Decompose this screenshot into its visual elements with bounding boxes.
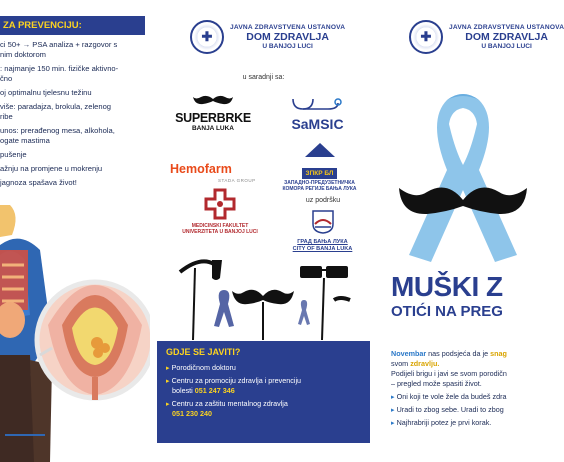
org-line-3: U BANJOJ LUCI: [262, 43, 313, 50]
prevention-list: [0, 40, 148, 192]
list-item: više: paradajza, brokula, zelenog: [0, 102, 112, 111]
list-item: čno: [0, 74, 13, 83]
list-item: nim doktorom: [0, 50, 47, 59]
medical-faculty-logo: [170, 190, 270, 235]
contact-item-mental-health: [166, 399, 361, 419]
list-item: oj optimalnu tjelesnu težinu: [0, 88, 92, 97]
arrow-icon: ▸: [166, 363, 170, 372]
bullet-item: [391, 418, 541, 428]
health-word: zdravlju.: [410, 359, 440, 368]
arrow-icon: ▸: [391, 418, 395, 427]
stethoscope-icon: [288, 97, 348, 111]
where-to-apply-title: GDJE SE JAVITI?: [166, 347, 241, 357]
headline-subtitle: OTIĆI NA PREG: [391, 303, 503, 320]
samsic-logo: [270, 97, 365, 132]
arrow-icon: ▸: [166, 376, 170, 385]
contact-label-cont: bolesti: [172, 386, 193, 395]
contact-item-health-promotion: [166, 376, 361, 396]
november-word: Novembar: [391, 349, 427, 358]
city-line-2: CITY OF BANJA LUKA: [292, 246, 353, 252]
bullet-text: Oni koji te vole žele da budeš zdra: [396, 392, 507, 401]
city-line-1: ГРАД БАЊА ЛУКА: [297, 239, 348, 245]
institution-seal-icon: ✚: [409, 20, 443, 54]
intro-line-1: [391, 349, 541, 359]
middle-panel: [150, 0, 377, 462]
intro-line-4: – pregled može spasiti život.: [391, 379, 482, 388]
hemofarm-name: Hemofarm: [170, 162, 232, 176]
contact-label: Centru za promociju zdravlja i prevenciju: [171, 376, 302, 385]
where-to-apply-box: [157, 341, 370, 443]
dom-zdravlja-logo: [409, 20, 564, 54]
intro-line-2: [391, 359, 541, 369]
contact-label: Centru za zaštitu mentalnog zdravlja: [171, 399, 288, 408]
komora-line-2: КОМОРА РЕГИЈЕ БАЊА ЛУКА: [282, 186, 357, 192]
contact-phone[interactable]: 051 230 240: [172, 409, 212, 418]
city-coat-of-arms-icon: [312, 210, 334, 234]
intro-tail: snag: [490, 349, 507, 358]
prevention-header: ZA PREVENCIJU:: [0, 16, 145, 35]
list-item: : najmanje 150 min. fizičke aktivno-: [0, 64, 119, 73]
left-panel: [0, 0, 150, 462]
komora-logo: [272, 143, 367, 192]
list-item: jagnoza spašava život!: [0, 178, 77, 187]
headline-title: MUŠKI Z: [391, 271, 503, 302]
list-item: unos: prerađenog mesa, alkohola,: [0, 126, 115, 135]
superbrke-name: SUPERBRKE: [175, 111, 251, 125]
city-banja-luka-logo: [280, 210, 365, 253]
komora-line-1: ЗАПАДНО-ПРЕДУЗЕТНИЧКА: [284, 180, 355, 186]
superbrke-logo: [168, 93, 258, 132]
org-line-3: U BANJOJ LUCI: [481, 43, 532, 50]
bullet-item: [391, 392, 541, 402]
contact-item-family-doctor: [166, 363, 361, 373]
arrow-icon: ▸: [166, 399, 170, 408]
arrow-icon: ▸: [391, 405, 395, 414]
intro-word: svom: [391, 359, 409, 368]
hemofarm-logo: [170, 160, 265, 183]
arrow-icon: ▸: [391, 392, 395, 401]
bullet-text: Najhrabriji potez je prvi korak.: [396, 418, 492, 427]
movember-props-illustration: [150, 250, 377, 340]
triangle-emblem-icon: [305, 143, 335, 157]
org-name: DOM ZDRAVLJA: [465, 31, 548, 43]
list-item: ažnju na promjene u mokrenju: [0, 164, 103, 173]
medfak-line-1: MEDICINSKI FAKULTET: [191, 223, 249, 229]
medfak-line-2: UNIVERZITETA U BANJOJ LUCI: [182, 229, 258, 235]
superbrke-city: BANJA LUKA: [191, 125, 234, 132]
dom-zdravlja-logo: [190, 20, 345, 54]
org-line-1: JAVNA ZDRAVSTVENA USTANOVA: [449, 24, 564, 31]
list-item: ci 50+ → PSA analiza + razgovor s: [0, 40, 118, 49]
list-item: ribe: [0, 112, 13, 121]
partners-caption: u saradnji sa:: [242, 74, 285, 81]
blue-ribbon-mustache-illustration: [377, 80, 534, 265]
mustache-icon: [193, 94, 233, 106]
hemofarm-sub: STADA GROUP: [218, 178, 256, 183]
list-item: pušenje: [0, 150, 27, 159]
intro-rest: nas podsjeća da je: [426, 349, 489, 358]
org-line-1: JAVNA ZDRAVSTVENA USTANOVA: [230, 24, 346, 31]
right-panel: [377, 0, 564, 462]
org-name: DOM ZDRAVLJA: [246, 31, 329, 43]
contact-phone[interactable]: 051 247 346: [194, 386, 235, 395]
bullet-text: Uradi to zbog sebe. Uradi to zbog: [396, 405, 504, 414]
list-item: ogate mastima: [0, 136, 50, 145]
contact-label: Porodičnom doktoru: [171, 363, 236, 372]
man-prostate-illustration: [0, 205, 150, 462]
samsic-name: SaMSIC: [291, 116, 344, 132]
medical-cross-icon: [206, 190, 234, 218]
intro-line-3: Podijeli brigu i javi se svom porodičn: [391, 369, 507, 378]
institution-seal-icon: ✚: [190, 20, 224, 54]
komora-badge: ЗПКР БЛ: [302, 168, 338, 179]
right-body-text: [391, 349, 541, 428]
support-caption: uz podršku: [305, 197, 341, 204]
bullet-item: [391, 405, 541, 415]
